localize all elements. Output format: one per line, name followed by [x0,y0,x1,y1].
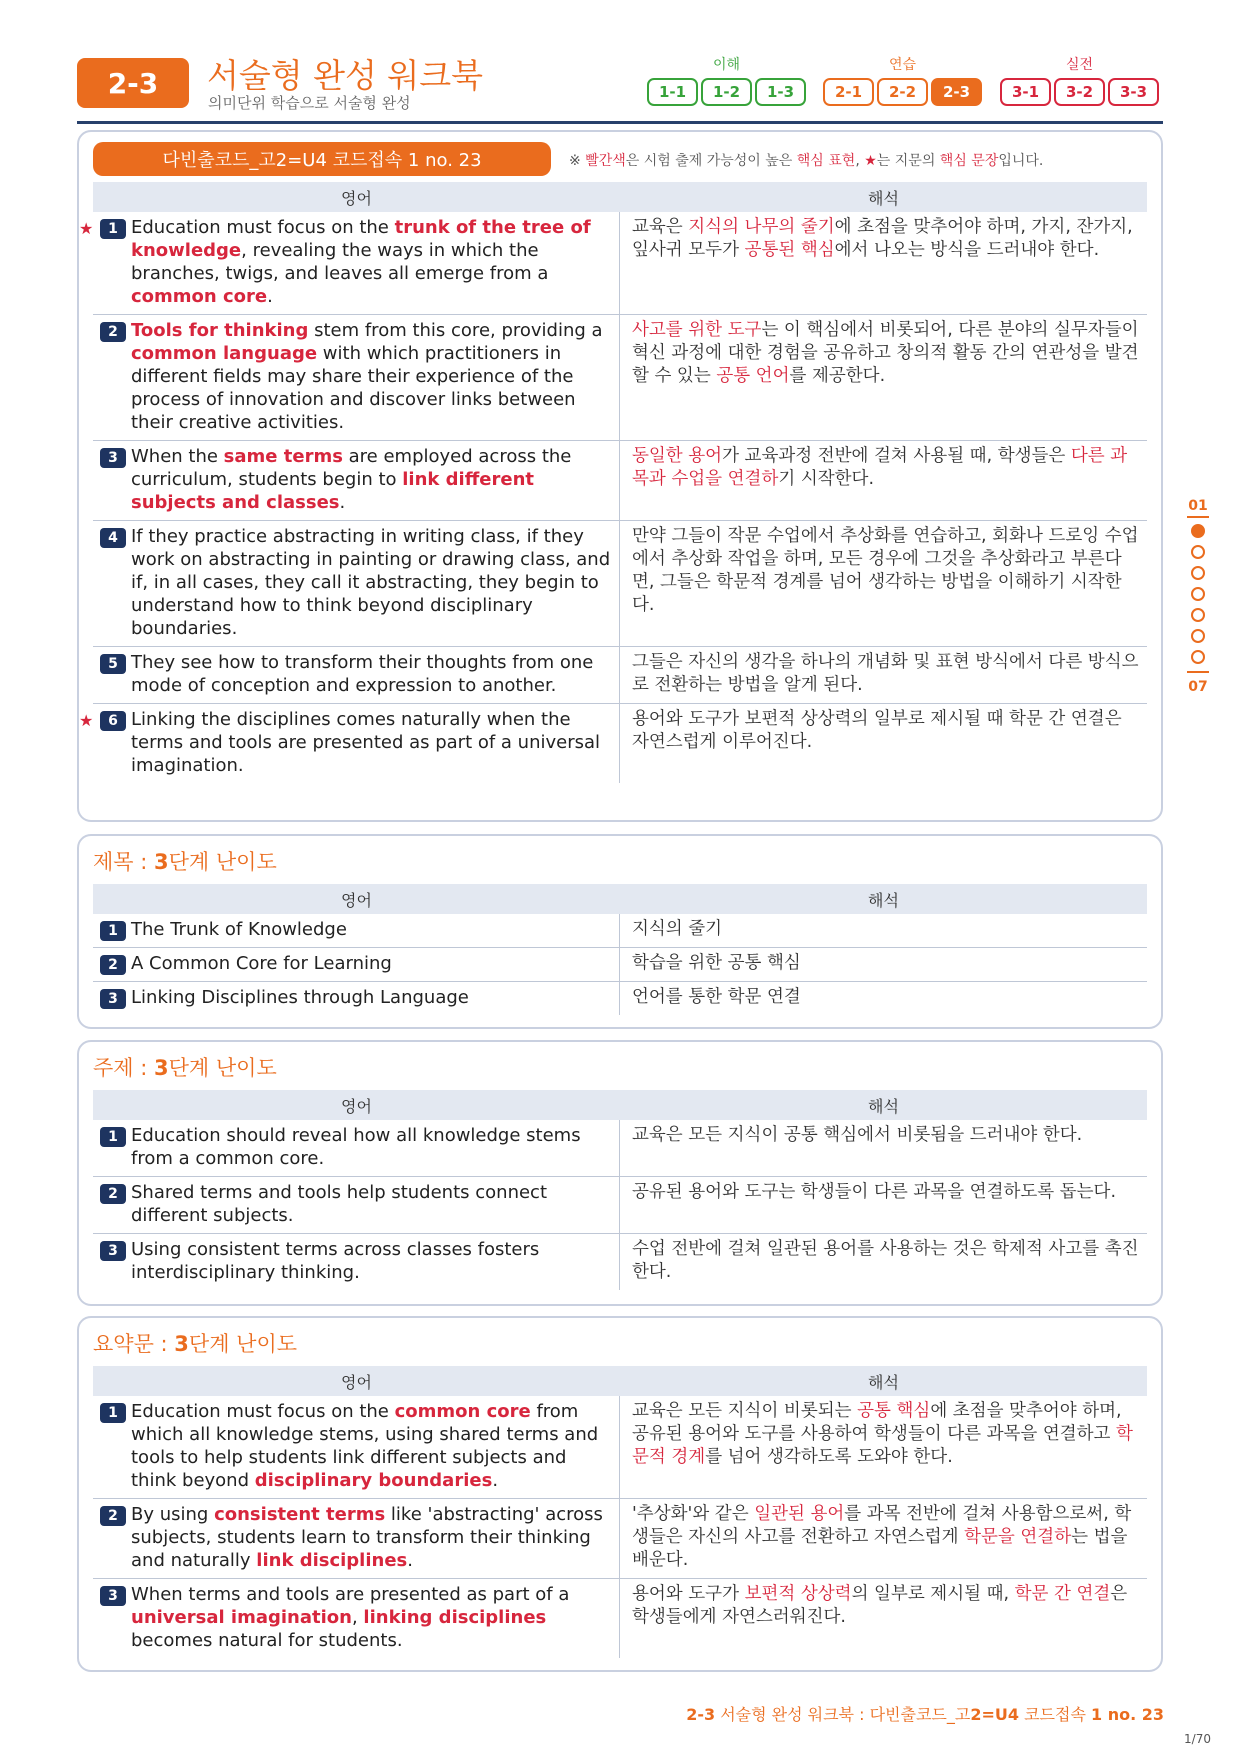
section-level-number: 3 [154,850,169,874]
column-header-korean: 해석 [868,1372,899,1392]
korean-cell [620,948,1147,981]
key-expression: common core [131,286,268,307]
english-cell [93,1396,620,1498]
level-button-1-2[interactable]: 1-2 [701,78,752,106]
legend-key-expression: 핵심 표현 [796,153,856,169]
korean-cell [620,315,1147,440]
section-level-number: 3 [154,1056,169,1080]
section-heading-label: 제목 : [93,850,154,874]
unit-badge: 2-3 [77,58,189,108]
column-header-english: 영어 [341,1096,372,1116]
text-segment: 언어를 통한 학문 연결 [632,987,801,1007]
text-segment: Using consistent terms across classes fosters interdisciplinary thinking. [131,1239,540,1283]
english-cell [93,315,620,440]
sentence-number-badge: 4 [100,528,126,548]
text-segment: 에 초점을 맞추어야 하며, 공유된 용어와 도구를 사용하여 학생들이 다른 과목을 연결하고 [632,1401,1122,1444]
text-segment: When the [131,446,224,467]
sentence-number-badge: 1 [100,1403,126,1423]
text-segment: 수업 전반에 걸쳐 일관된 용어를 사용하는 것은 학제적 사고를 촉진한다. [632,1239,1139,1282]
table-row [93,1234,1147,1290]
korean-cell [620,914,1147,947]
key-expression: trunk of the tree of knowledge [131,217,591,261]
text-segment: Education should reveal how all knowledge stems from a common core. [131,1125,581,1169]
page-dot[interactable] [1191,650,1205,664]
title-panel [77,834,1163,1029]
summary-panel [77,1316,1163,1672]
table-header [93,1090,1147,1120]
theme-panel [77,1040,1163,1306]
text-segment: 은 학생들에게 자연스러워진다. [632,1584,1128,1627]
english-cell [93,1120,620,1176]
korean-cell [620,1120,1147,1176]
text-segment: 지식의 줄기 [632,919,723,939]
legend-text: 은 시험 출제 가능성이 높은 [625,153,797,169]
text-segment: 용어와 도구가 보편적 상상력의 일부로 제시될 때 학문 간 연결은 자연스럽게 이루어진다. [632,709,1122,752]
legend-text: , [855,153,865,169]
section-heading-suffix: 단계 난이도 [168,1056,277,1080]
text-segment: 만약 그들이 작문 수업에서 추상화를 연습하고, 회화나 드로잉 수업에서 추상화 작업을 하며, 모든 경우에 그것을 추상화라고 부른다면, 그들은 학문적 경계를 넘어 생각하는 방법을 이해하기 시작한다. [632,526,1139,615]
key-expression: common core [394,1401,531,1422]
legend-text: 는 지문의 [876,153,940,169]
star-icon: ★ [79,711,94,730]
english-cell [93,1234,620,1290]
text-segment: from which all knowledge stems, using shared terms and tools to help students link different subjects and think beyond [131,1401,599,1491]
korean-cell [620,1579,1147,1658]
english-cell [93,914,620,947]
footer-code: 2-3 [686,1705,716,1724]
table-row [93,982,1147,1015]
text-segment: 의 일부로 제시될 때, [851,1584,1015,1604]
sentence-number-badge: 5 [100,654,126,674]
page-subtitle: 의미단위 학습으로 서술형 완성 [208,94,411,112]
sentence-number-badge: 3 [100,1241,126,1261]
text-segment: Linking the disciplines comes naturally when the terms and tools are presented as part of a universal imagination. [131,709,601,776]
legend-red-word: 빨간색 [585,153,626,169]
english-cell [79,212,620,314]
korean-cell [620,441,1147,520]
text-segment: 에 초점을 맞추어야 하며, 가지, 잔가지, 잎사귀 모두가 [632,217,1133,260]
sentence-number-badge: 2 [100,1506,126,1526]
sentence-number-badge: 1 [100,219,126,239]
text-segment: . [339,492,346,513]
page-header [77,50,1163,124]
korean-cell [620,1396,1147,1498]
key-expression: link different subjects and classes [131,469,534,513]
key-expression: Tools for thinking [131,320,309,341]
level-button-2-1[interactable]: 2-1 [823,78,874,106]
legend-text: 입니다. [998,153,1044,169]
page-dot[interactable] [1191,566,1205,580]
text-segment: 학습을 위한 공통 핵심 [632,953,801,973]
theme-rows [93,1120,1147,1290]
table-row [93,914,1147,948]
summary-rows [93,1396,1147,1658]
level-button-1-1[interactable]: 1-1 [647,78,698,106]
text-segment: , [351,1607,364,1628]
column-header-english: 영어 [341,188,372,208]
footer-number: 1 no. 23 [1091,1705,1164,1724]
section-heading [93,846,277,876]
sentence-number-badge: 2 [100,1184,126,1204]
key-expression: 보편적 상상력 [744,1584,852,1604]
korean-cell [620,521,1147,646]
column-header-korean: 해석 [868,1096,899,1116]
star-icon: ★ [864,153,877,169]
section-heading-label: 주제 : [93,1056,154,1080]
level-group-understand [647,56,806,106]
table-row [93,521,1147,647]
text-segment: , revealing the ways in which the branches, twigs, and leaves all emerge from a [131,240,549,284]
title-rows [93,914,1147,1015]
sentence-number-badge: 1 [100,1127,126,1147]
korean-cell [620,982,1147,1015]
text-segment: A Common Core for Learning [131,953,392,974]
progress-end-label: 07 [1188,679,1208,695]
key-expression: 다른 과목과 수업을 연결하 [632,446,1128,489]
table-header [93,182,1147,212]
text-segment: 교육은 모든 지식이 공통 핵심에서 비롯됨을 드러내야 한다. [632,1125,1083,1145]
text-segment: 를 제공한다. [789,366,886,386]
text-segment: 는 법을 배운다. [632,1527,1128,1570]
text-segment: 교육은 모든 지식이 비롯되는 [632,1401,858,1421]
passage-panel [77,130,1163,822]
text-segment: By using [131,1504,215,1525]
section-heading-label: 요약문 : [93,1332,175,1356]
progress-dots [1183,524,1213,664]
text-segment: Education must focus on the [131,1401,395,1422]
table-header [93,1366,1147,1396]
english-cell [93,948,620,981]
column-header-english: 영어 [341,1372,372,1392]
level-button-3-3[interactable]: 3-3 [1108,78,1159,106]
text-segment: They see how to transform their thoughts from one mode of conception and expression to another. [131,652,594,696]
key-expression: link disciplines [256,1550,408,1571]
section-heading [93,1052,277,1082]
table-row [93,315,1147,441]
key-expression: 일관된 용어 [754,1504,845,1524]
korean-cell [620,647,1147,703]
text-segment: 가 교육과정 전반에 걸쳐 사용될 때, 학생들은 [722,446,1071,466]
key-expression: 학문적 경계 [632,1424,1133,1467]
sentence-number-badge: 2 [100,955,126,975]
table-row [93,1177,1147,1234]
table-row [93,948,1147,982]
level-button-3-2[interactable]: 3-2 [1054,78,1105,106]
sentence-number-badge: 6 [100,711,126,731]
level-group-label: 이해 [712,57,741,73]
page-progress-nav [1183,498,1213,695]
text-segment: . [267,286,273,307]
english-cell [93,647,620,703]
key-expression: 공통 언어 [716,366,790,386]
english-cell [93,521,620,646]
table-row [79,212,1147,315]
level-button-2-2[interactable]: 2-2 [877,78,928,106]
sentence-number-badge: 3 [100,989,126,1009]
star-icon: ★ [79,219,94,238]
text-segment: 는 이 핵심에서 비롯되어, 다른 분야의 실무자들이 혁신 과정에 대한 경험을 공유하고 창의적 활동 간의 연관성을 발견할 수 있는 [632,320,1139,386]
table-row [93,441,1147,521]
sentence-number-badge: 3 [100,1586,126,1606]
korean-cell [620,212,1147,314]
text-segment: are employed across the curriculum, students begin to [131,446,572,490]
legend-note [569,150,1043,170]
passage-rows [79,212,1147,783]
level-button-2-3[interactable]: 2-3 [931,78,982,106]
key-expression: 지식의 나무의 줄기 [688,217,835,237]
section-level-number: 3 [174,1332,189,1356]
level-group-real [1000,56,1159,106]
text-segment: 공유된 용어와 도구는 학생들이 다른 과목을 연결하도록 돕는다. [632,1182,1117,1202]
legend-note-prefix: ※ [569,153,586,169]
key-expression: consistent terms [214,1504,386,1525]
text-segment: Linking Disciplines through Language [131,987,469,1008]
page-dot[interactable] [1191,608,1205,622]
level-button-3-1[interactable]: 3-1 [1000,78,1051,106]
text-segment: 를 넘어 생각하도록 도와야 한다. [705,1447,953,1467]
text-segment: Shared terms and tools help students connect different subjects. [131,1182,548,1226]
header-divider [77,121,1163,124]
legend-key-sentence: 핵심 문장 [939,153,999,169]
page-number: 1/70 [1184,1732,1211,1746]
sentence-number-badge: 3 [100,448,126,468]
text-segment: . [492,1470,499,1491]
page-footer [686,1702,1164,1725]
level-group-label: 실전 [1065,57,1094,73]
english-cell [93,1579,620,1658]
page-title: 서술형 완성 워크북 [207,56,484,95]
english-cell [79,704,620,783]
level-button-1-3[interactable]: 1-3 [755,78,806,106]
key-expression: linking disciplines [363,1607,547,1628]
table-row [93,1396,1147,1499]
key-expression: disciplinary boundaries [254,1470,493,1491]
text-segment: 기 시작한다. [778,469,875,489]
page-dot[interactable] [1191,545,1205,559]
text-segment: When terms and tools are presented as part of a [131,1584,570,1605]
korean-cell [620,1177,1147,1233]
table-row [93,1499,1147,1579]
progress-bar-bottom [1187,671,1209,673]
key-expression: same terms [223,446,343,467]
text-segment: Education must focus on the [131,217,395,238]
section-heading [93,1328,297,1358]
english-cell [93,982,620,1015]
english-cell [93,1177,620,1233]
footer-text: 코드접속 [1019,1705,1091,1724]
key-expression: 동일한 용어 [632,446,723,466]
section-heading-suffix: 단계 난이도 [168,850,277,874]
key-expression: 학문 간 연결 [1014,1584,1111,1604]
sentence-number-badge: 1 [100,921,126,941]
footer-grade: 2=U4 [970,1705,1019,1724]
text-segment: with which practitioners in different fields may share their experience of the process of innovation and discover links between their creative activities. [131,343,576,433]
level-group-practice [823,56,982,106]
english-cell [93,1499,620,1578]
text-segment: 교육은 [632,217,689,237]
korean-cell [620,704,1147,783]
text-segment: 용어와 도구가 [632,1584,745,1604]
text-segment: If they practice abstracting in writing class, if they work on abstracting in painting or drawing class, and if, in all cases, they call it abstracting, they begin to understand how to think beyond disciplinary boundaries. [131,526,611,639]
level-group-label: 연습 [888,57,917,73]
text-segment: 그들은 자신의 생각을 하나의 개념화 및 표현 방식에서 다른 방식으로 전환하는 방법을 알게 된다. [632,652,1139,695]
table-row [93,1120,1147,1177]
key-expression: 공통 핵심 [857,1401,931,1421]
key-expression: common language [131,343,318,364]
text-segment: '추상화'와 같은 [632,1504,755,1524]
page-dot[interactable] [1191,587,1205,601]
section-heading-suffix: 단계 난이도 [188,1332,298,1356]
progress-bar-top [1187,516,1209,518]
sentence-number-badge: 2 [100,322,126,342]
english-cell [93,441,620,520]
table-row [93,647,1147,704]
column-header-english: 영어 [341,890,372,910]
key-expression: 학문을 연결하 [964,1527,1072,1547]
text-segment: . [407,1550,413,1571]
text-segment: stem from this core, providing a [308,320,603,341]
text-segment: 를 과목 전반에 걸쳐 사용함으로써, 학생들은 자신의 사고를 전환하고 자연스럽게 [632,1504,1132,1547]
level-navigation [643,56,1163,112]
text-segment: becomes natural for students. [131,1630,403,1651]
page-dot[interactable] [1191,629,1205,643]
key-expression: universal imagination [131,1607,352,1628]
column-header-korean: 해석 [868,188,899,208]
table-row [93,1579,1147,1658]
key-expression: 공통된 핵심 [744,240,835,260]
page-dot[interactable] [1191,524,1205,538]
korean-cell [620,1234,1147,1290]
progress-start-label: 01 [1188,498,1208,514]
column-header-korean: 해석 [868,890,899,910]
footer-text: 서술형 완성 워크북 : 다빈출코드_고 [715,1705,971,1724]
text-segment: The Trunk of Knowledge [131,919,347,940]
table-header [93,884,1147,914]
korean-cell [620,1499,1147,1578]
code-label: 다빈출코드_고2=U4 코드접속 1 no. 23 [93,142,551,176]
table-row [79,704,1147,783]
key-expression: 사고를 위한 도구 [632,320,762,340]
text-segment: 에서 나오는 방식을 드러내야 한다. [834,240,1100,260]
text-segment: like 'abstracting' across subjects, students learn to transform their thinking and naturally [131,1504,603,1571]
